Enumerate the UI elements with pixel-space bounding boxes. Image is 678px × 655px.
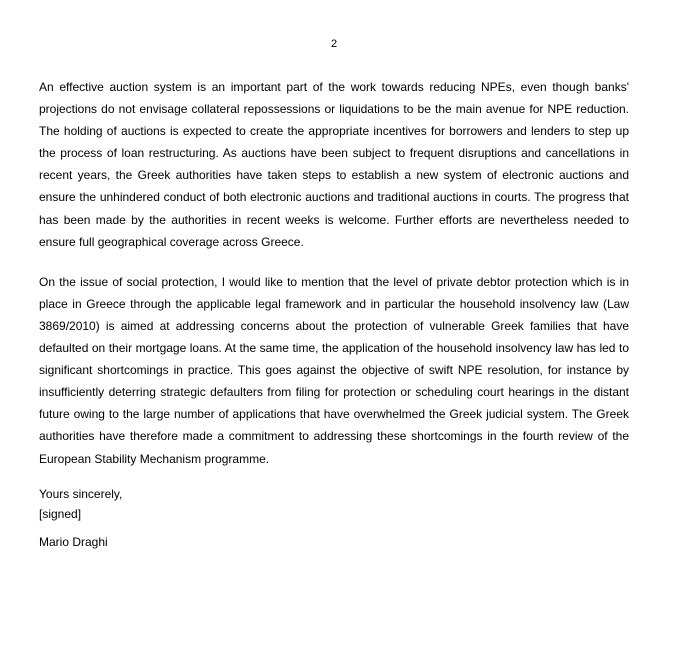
letter-body	[39, 76, 629, 488]
salutation: Yours sincerely,	[39, 487, 123, 501]
paragraph-auctions: An effective auction system is an important part of the work towards reducing NPEs, even though banks' projections do not envisage collateral repossessions or liquidations to be the main avenue for NPE reduction. The holding of auctions is expected to create the appropriate incentives for borrowers and lenders to step up the process of loan restructuring. As auctions have been subject to frequent disruptions and cancellations in recent years, the Greek authorities have taken steps to establish a new system of electronic auctions and ensure the unhindered conduct of both electronic auctions and traditional auctions in courts. The progress that has been made by the authorities in recent weeks is welcome. Further efforts are nevertheless needed to ensure full geographical coverage across Greece.	[39, 80, 629, 249]
letter-closing	[39, 484, 339, 552]
signed-note: [signed]	[39, 507, 82, 521]
paragraph-social-protection: On the issue of social protection, I would like to mention that the level of private debtor protection which is in place in Greece through the applicable legal framework and in particular the household insolvency law (Law 3869/2010) is aimed at addressing concerns about the protection of vulnerable Greek families that have defaulted on their mortgage loans. At the same time, the application of the household insolvency law has led to significant shortcomings in practice. This goes against the objective of swift NPE resolution, for instance by insufficiently deterring strategic defaulters from filing for protection or scheduling court hearings in the distant future owing to the large number of applications that have overwhelmed the Greek judicial system. The Greek authorities have therefore made a commitment to addressing these shortcomings in the fourth review of the European Stability Mechanism programme.	[39, 274, 629, 466]
page-number: 2	[330, 38, 338, 50]
signatory-name: Mario Draghi	[39, 535, 108, 549]
